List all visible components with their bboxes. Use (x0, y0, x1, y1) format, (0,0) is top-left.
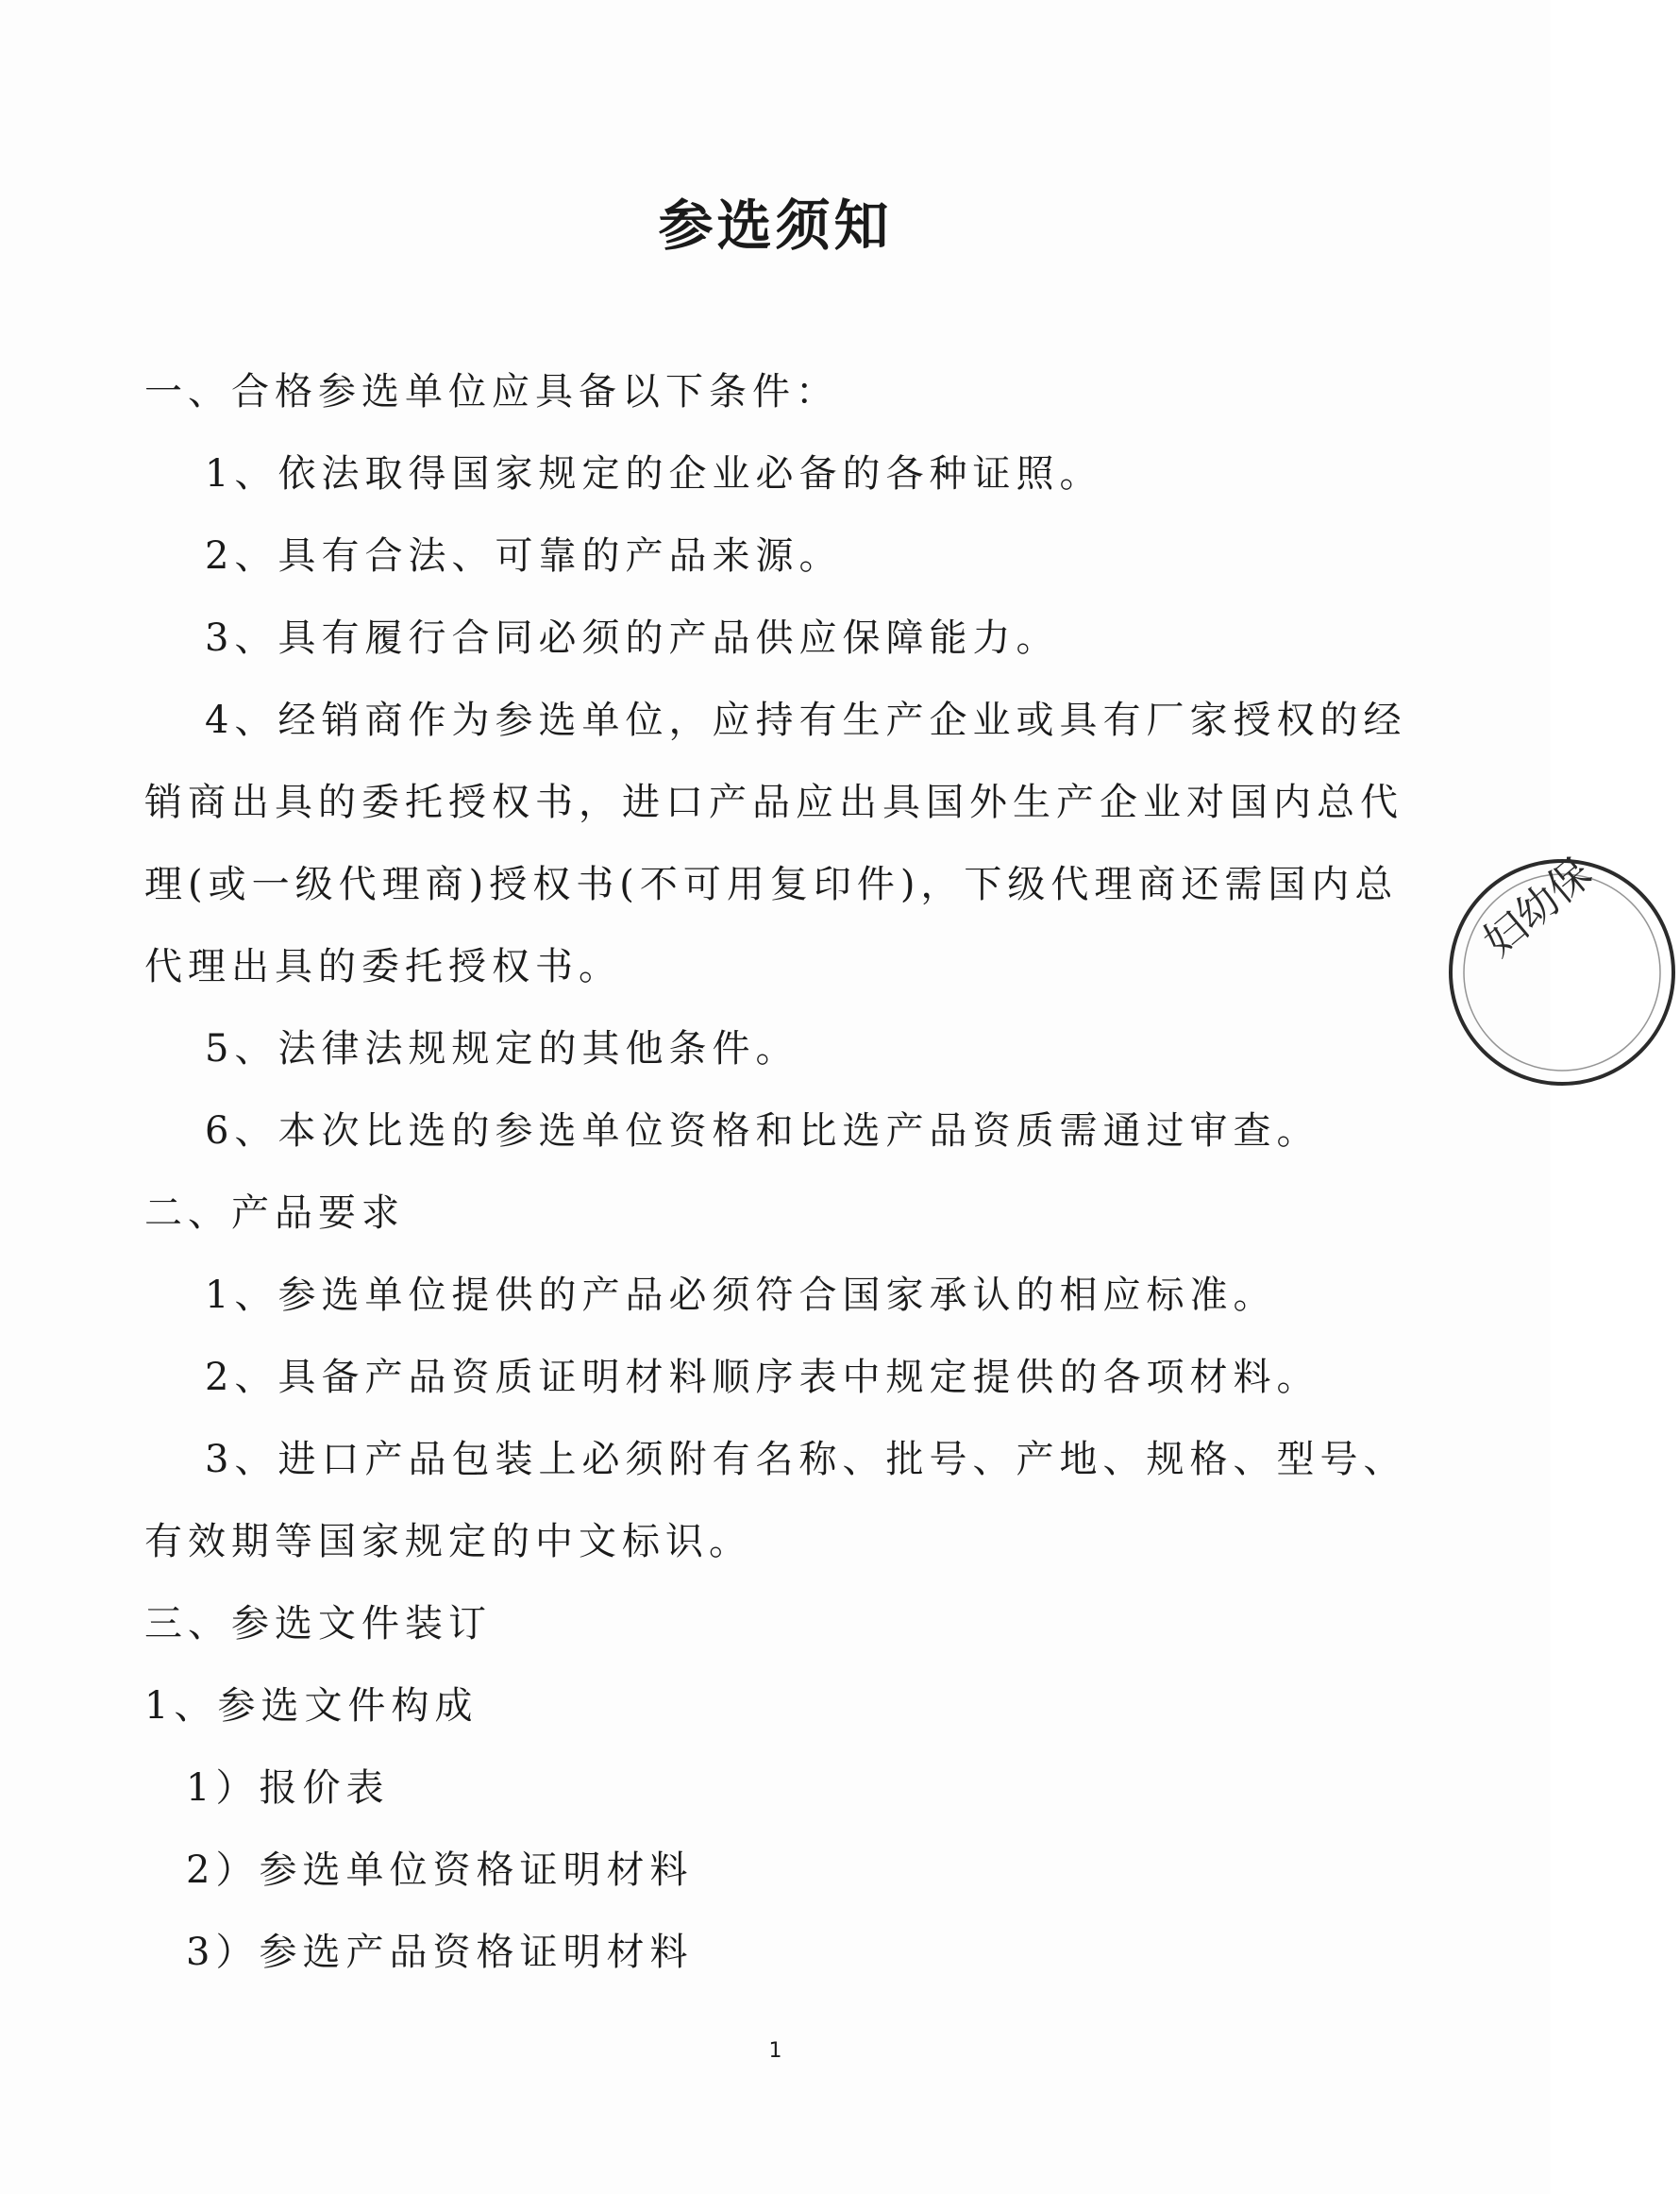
paragraph-1-6: 6、本次比选的参选单位资格和比选产品资质需通过审查。 (205, 1109, 1320, 1153)
paragraph-1-1: 1、依法取得国家规定的企业必备的各种证照。 (205, 452, 1103, 496)
paragraph-1-2: 2、具有合法、可靠的产品来源。 (205, 534, 843, 578)
list-item-3-1-1: 1）报价表 (186, 1766, 390, 1810)
svg-text:妇幼保: 妇幼保 (1474, 849, 1602, 967)
list-item-3-1-3: 3）参选产品资格证明材料 (186, 1931, 694, 1974)
paragraph-1-4: 4、经销商作为参选单位，应持有生产企业或具有厂家授权的经销商出具的委托授权书，进口产品应出具国外生产企业对国内总代理(或一级代理商)授权书(不可用复印件)，下级代理商还需国内总代理出具的委托授权书。 (144, 699, 1407, 988)
section-heading-2: 二、产品要求 (144, 1191, 405, 1235)
list-item-3-1-2: 2）参选单位资格证明材料 (186, 1848, 694, 1892)
document-body (144, 351, 1414, 1994)
section-heading-3: 三、参选文件装订 (144, 1602, 492, 1646)
paragraph-1-3: 3、具有履行合同必须的产品供应保障能力。 (205, 616, 1060, 660)
paragraph-2-3: 3、进口产品包装上必须附有名称、批号、产地、规格、型号、有效期等国家规定的中文标识。 (144, 1438, 1407, 1563)
paragraph-2-1: 1、参选单位提供的产品必须符合国家承认的相应标准。 (205, 1274, 1277, 1317)
document-title: 参选须知 (658, 194, 893, 258)
paragraph-2-2: 2、具备产品资质证明材料顺序表中规定提供的各项材料。 (205, 1356, 1320, 1399)
subsection-heading-3-1: 1、参选文件构成 (144, 1684, 479, 1728)
section-heading-1: 一、合格参选单位应具备以下条件： (144, 370, 839, 413)
paragraph-1-5: 5、法律法规规定的其他条件。 (205, 1027, 799, 1071)
page-number: 1 (768, 2039, 782, 2063)
official-seal-stamp (1444, 849, 1680, 1090)
